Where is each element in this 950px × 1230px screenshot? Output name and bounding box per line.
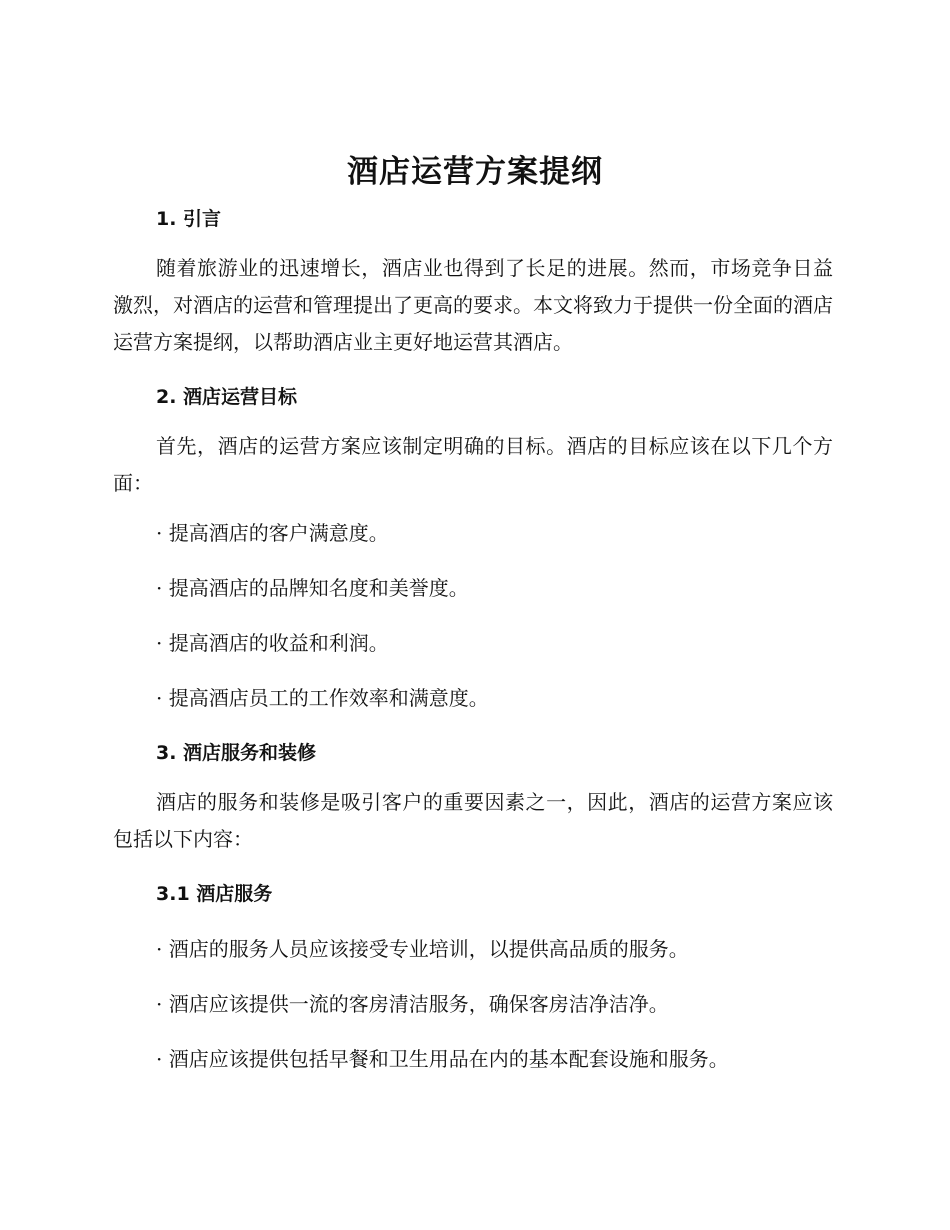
section-heading-service: 3. 酒店服务和装修 bbox=[156, 742, 317, 764]
section-heading-goals: 2. 酒店运营目标 bbox=[156, 386, 298, 408]
list-item: · 酒店的服务人员应该接受专业培训，以提供高品质的服务。 bbox=[156, 937, 689, 961]
list-item: · 提高酒店的品牌知名度和美誉度。 bbox=[156, 576, 469, 600]
spacer bbox=[113, 502, 833, 514]
list-item: · 提高酒店的客户满意度。 bbox=[156, 521, 389, 545]
spacer bbox=[113, 1023, 833, 1040]
spacer bbox=[113, 913, 833, 930]
service-paragraph: 酒店的服务和装修是吸引客户的重要因素之一，因此，酒店的运营方案应该包括以下内容： bbox=[113, 790, 833, 851]
spacer bbox=[113, 662, 833, 679]
document-title: 酒店运营方案提纲 bbox=[347, 154, 603, 190]
goals-paragraph: 首先，酒店的运营方案应该制定明确的目标。酒店的目标应该在以下几个方面： bbox=[113, 434, 833, 495]
list-item: · 酒店应该提供一流的客房清洁服务，确保客房洁净洁净。 bbox=[156, 992, 669, 1016]
list-item: · 酒店应该提供包括早餐和卫生用品在内的基本配套设施和服务。 bbox=[156, 1047, 729, 1071]
intro-paragraph: 随着旅游业的迅速增长，酒店业也得到了长足的进展。然而，市场竞争日益激烈，对酒店的运营和管理提出了更高的要求。本文将致力于提供一份全面的酒店运营方案提纲，以帮助酒店业主更好地运营其酒店。 bbox=[113, 256, 833, 354]
list-item: · 提高酒店员工的工作效率和满意度。 bbox=[156, 686, 489, 710]
spacer bbox=[113, 607, 833, 624]
document-body bbox=[113, 200, 833, 1078]
section-heading-intro: 1. 引言 bbox=[156, 208, 222, 230]
subsection-heading-service: 3.1 酒店服务 bbox=[156, 883, 273, 905]
spacer bbox=[113, 238, 833, 250]
spacer bbox=[113, 361, 833, 378]
spacer bbox=[113, 858, 833, 875]
spacer bbox=[113, 717, 833, 734]
spacer bbox=[113, 772, 833, 784]
list-item: · 提高酒店的收益和利润。 bbox=[156, 631, 389, 655]
spacer bbox=[113, 552, 833, 569]
spacer bbox=[113, 968, 833, 985]
spacer bbox=[113, 416, 833, 428]
